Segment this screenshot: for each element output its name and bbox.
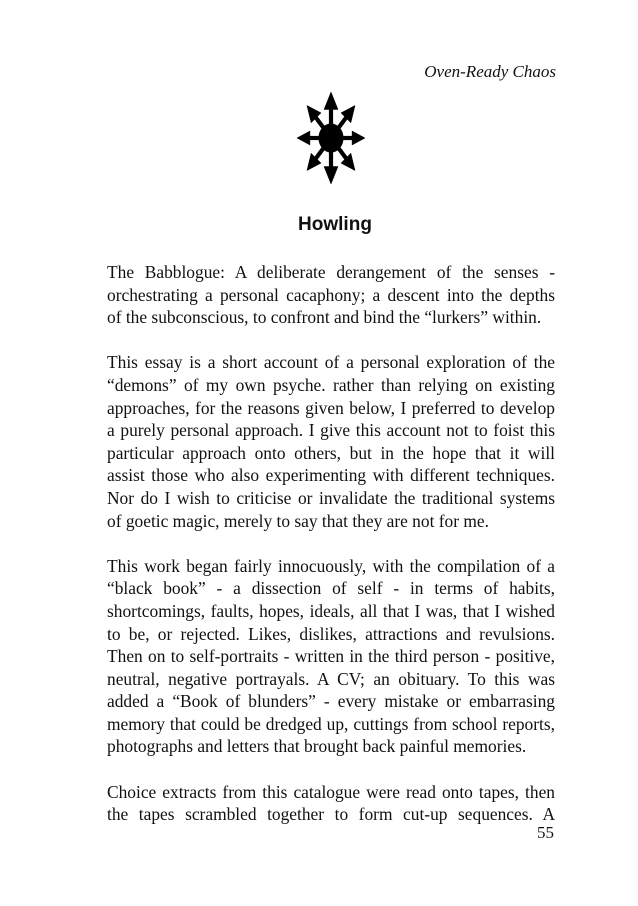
text-line: “demons” of my own psyche. rather than relying on existing bbox=[107, 374, 555, 395]
text-line: of goetic magic, merely to say that they are not for me. bbox=[107, 510, 489, 531]
text-line: Then on to self-portraits - written in the third person - positive, bbox=[107, 646, 555, 667]
paragraph bbox=[107, 261, 555, 329]
paragraph bbox=[107, 351, 555, 532]
text-line: to be, or rejected. Likes, dislikes, attractions and revulsions. bbox=[107, 623, 555, 644]
text-line: approaches, for the reasons given below, I preferred to develop bbox=[107, 397, 555, 418]
text-line: memory that could be dredged up, cuttings from school reports, bbox=[107, 713, 555, 734]
text-line: Nor do I wish to criticise or invalidate the traditional systems bbox=[107, 487, 555, 508]
text-line: added a “Book of blunders” - every mistake or embarrasing bbox=[107, 691, 555, 712]
paragraph bbox=[107, 555, 555, 758]
text-line: orchestrating a personal cacaphony; a descent into the depths bbox=[107, 284, 555, 305]
text-line: a purely personal approach. I give this account not to foist this bbox=[107, 420, 555, 441]
text-line: Choice extracts from this catalogue were read onto tapes, then bbox=[107, 781, 555, 802]
text-line: neutral, negative portrayals. A CV; an obituary. To this was bbox=[107, 668, 555, 689]
text-line: of the subconscious, to confront and bind the “lurkers” within. bbox=[107, 307, 542, 328]
chaos-star-arrowhead bbox=[324, 92, 338, 109]
text-line: photographs and letters that brought back painful memories. bbox=[107, 736, 527, 757]
page-number: 55 bbox=[537, 823, 554, 842]
running-head: Oven-Ready Chaos bbox=[424, 62, 556, 81]
text-line: assist those who also experimenting with different techniques. bbox=[107, 465, 555, 486]
text-line: This essay is a short account of a personal exploration of the bbox=[107, 352, 555, 373]
chaos-star-arrowhead bbox=[297, 131, 310, 145]
chaos-star-arrowhead bbox=[324, 167, 338, 184]
chapter-title: Howling bbox=[298, 214, 372, 235]
text-line: particular approach onto others, but in the hope that it will bbox=[107, 442, 555, 463]
text-line: This work began fairly innocuously, with the compilation of a bbox=[107, 555, 555, 576]
body-text bbox=[107, 261, 555, 848]
chaos-star-arrowhead bbox=[352, 131, 365, 145]
text-line: shortcomings, faults, hopes, ideals, all that I was, that I wished bbox=[107, 600, 555, 621]
text-line: The Babblogue: A deliberate derangement of the senses - bbox=[107, 262, 555, 282]
paragraph bbox=[107, 781, 555, 826]
text-line: the tapes scrambled together to form cut-up sequences. A bbox=[107, 804, 555, 825]
text-line: “black book” - a dissection of self - in terms of habits, bbox=[107, 578, 555, 599]
chaos-star-icon bbox=[293, 88, 369, 188]
